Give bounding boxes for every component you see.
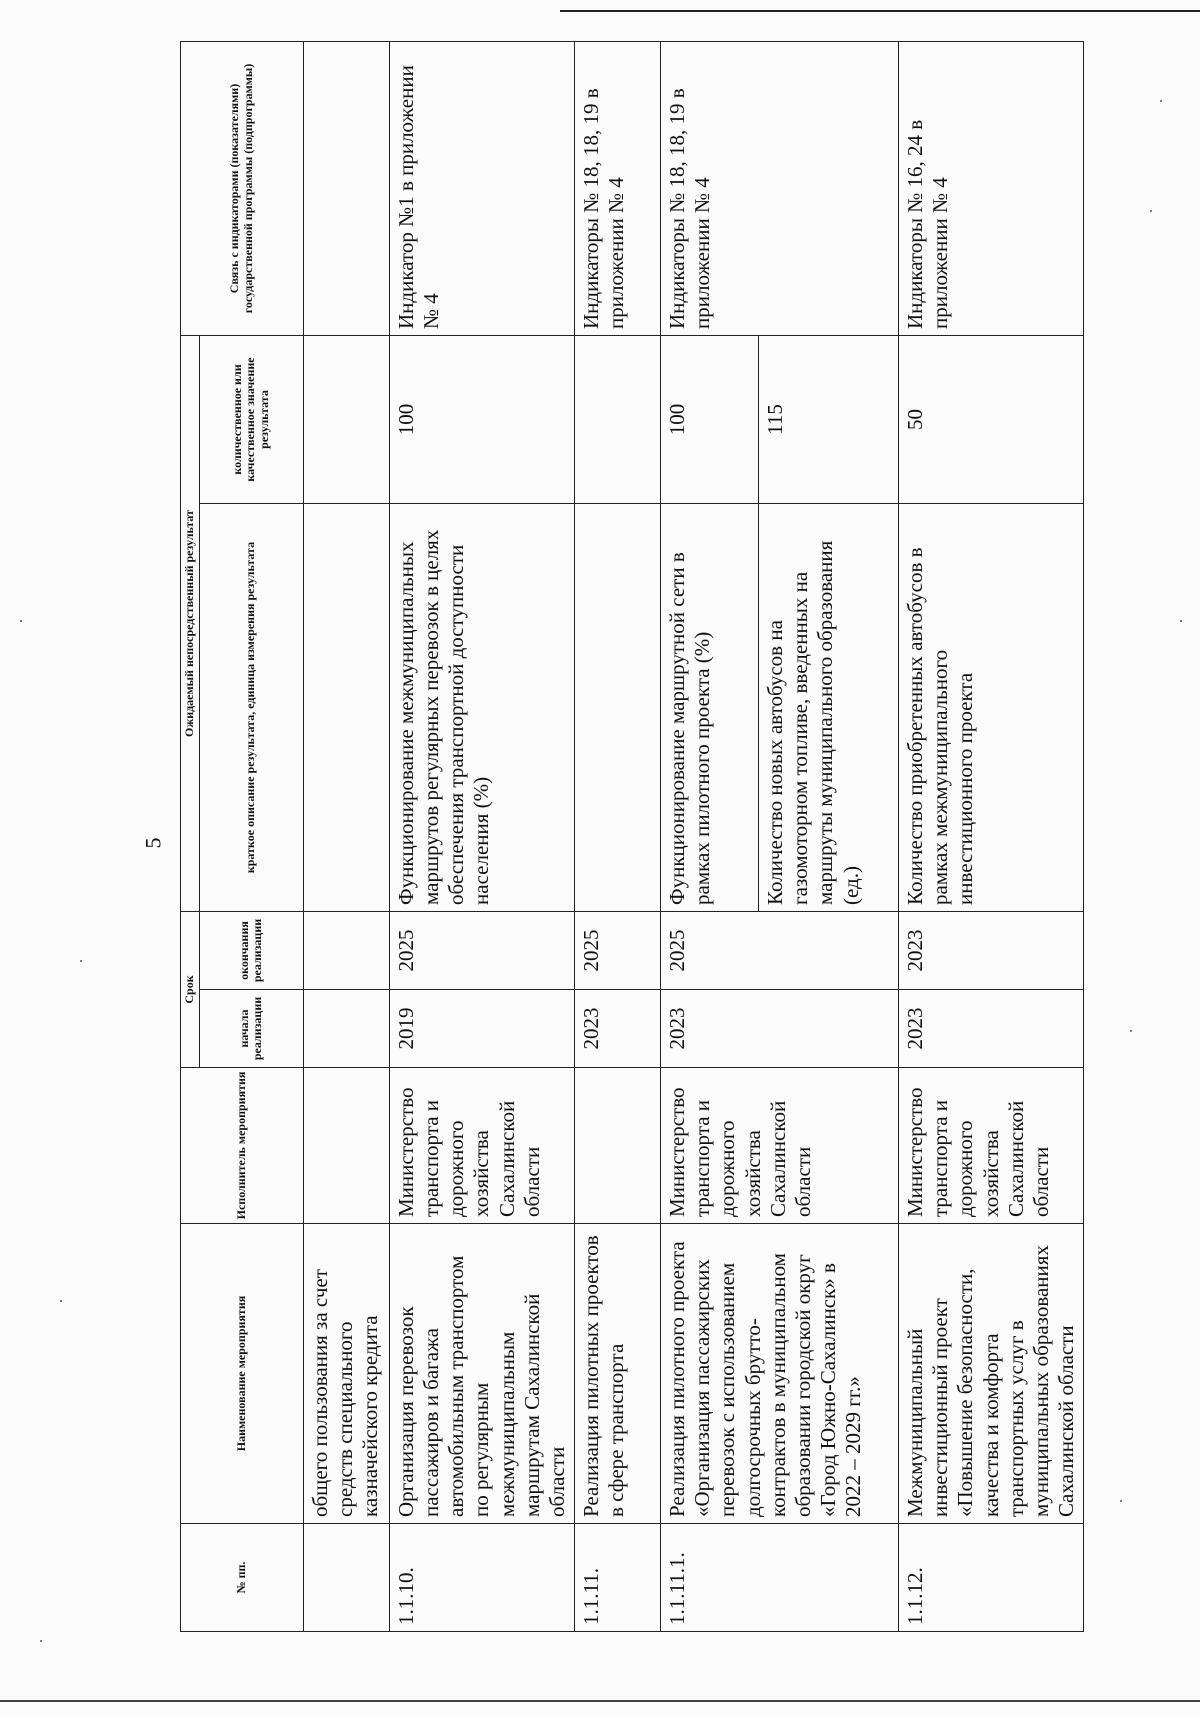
header-row-1	[181, 41, 200, 1631]
row-end: 2025	[575, 911, 661, 989]
row-value: 100	[661, 335, 759, 503]
header-period-end: окончания реализации	[199, 911, 303, 989]
row-value	[303, 335, 389, 503]
row-executor: Министерство транспорта и дорожного хозяйства Сахалинской области	[389, 1068, 574, 1224]
row-end: 2023	[899, 911, 1084, 989]
row-value	[575, 335, 661, 503]
row-value-2: 115	[759, 335, 899, 503]
rotated-page	[180, 42, 1080, 1632]
table-row	[303, 41, 389, 1631]
row-link: Индикатор №1 в приложении № 4	[389, 41, 574, 335]
row-end: 2025	[389, 911, 574, 989]
row-start: 2023	[575, 990, 661, 1068]
header-result: Ожидаемый непосредственный результат	[181, 335, 200, 911]
row-start	[303, 990, 389, 1068]
row-desc: Функционирование межмуниципальных маршрутов регулярных перевозок в целях обеспечения транспортной доступности населения (%)	[389, 503, 574, 911]
row-link: Индикаторы № 18, 18, 19 в приложении № 4	[575, 41, 661, 335]
page-number: 5	[140, 837, 166, 849]
row-desc: Функционирование маршрутной сети в рамках пилотного проекта (%)	[661, 503, 759, 911]
row-num	[303, 1524, 389, 1632]
header-result-value: количественное или качественное значение результата	[199, 335, 303, 503]
table-row	[899, 41, 1084, 1631]
row-link: Индикаторы № 18, 18, 19 в приложении № 4	[661, 41, 899, 335]
measures-table	[180, 41, 1084, 1632]
header-period-start: начала реализации	[199, 990, 303, 1068]
scan-edge-bottom	[0, 1700, 1200, 1702]
header-result-desc: краткое описание результата, единица измерения результата	[199, 503, 303, 911]
table-row	[389, 41, 574, 1631]
header-num: № пп.	[181, 1524, 304, 1632]
row-value: 100	[389, 335, 574, 503]
row-desc	[303, 503, 389, 911]
row-num: 1.1.11.	[575, 1524, 661, 1632]
row-start: 2023	[899, 990, 1084, 1068]
row-end	[303, 911, 389, 989]
row-link: Индикаторы № 16, 24 в приложении № 4	[899, 41, 1084, 335]
header-name: Наименование мероприятия	[181, 1224, 304, 1524]
row-name: общего пользования за счет средств специального казначейского кредита	[303, 1224, 389, 1524]
row-desc-2: Количество новых автобусов на газомоторном топливе, введенных на маршруты муниципального образования (ед.)	[759, 503, 899, 911]
row-num: 1.1.11.1.	[661, 1524, 899, 1632]
row-end: 2025	[661, 911, 899, 989]
header-executor: Исполнитель мероприятия	[181, 1068, 304, 1224]
row-num: 1.1.12.	[899, 1524, 1084, 1632]
row-desc	[575, 503, 661, 911]
row-start: 2019	[389, 990, 574, 1068]
row-name: Межмуниципальный инвестиционный проект «Повышение безопасности, качества и комфорта транспортных услуг в муниципальных образованиях Сахалинской области	[899, 1224, 1084, 1524]
table-row	[575, 41, 661, 1631]
row-value: 50	[899, 335, 1084, 503]
row-num: 1.1.10.	[389, 1524, 574, 1632]
row-name: Реализация пилотного проекта «Организация пассажирских перевозок с использованием долгосрочных брутто-контрактов в муниципальном образовании городской округ «Город Южно-Сахалинск» в 2022 – 2029 гг.»	[661, 1224, 899, 1524]
row-executor: Министерство транспорта и дорожного хозяйства Сахалинской области	[661, 1068, 899, 1224]
row-executor	[303, 1068, 389, 1224]
header-link: Связь с индикаторами (показателями) государственной программы (подпрограммы)	[181, 41, 304, 335]
scan-edge-top	[560, 10, 1200, 12]
row-name: Организация перевозок пассажиров и багажа автомобильным транспортом по регулярным межмуниципальным маршрутам Сахалинской области	[389, 1224, 574, 1524]
row-link	[303, 41, 389, 335]
table-row	[661, 41, 759, 1631]
row-desc: Количество приобретенных автобусов в рамках межмуниципального инвестиционного проекта	[899, 503, 1084, 911]
row-executor: Министерство транспорта и дорожного хозяйства Сахалинской области	[899, 1068, 1084, 1224]
header-period: Срок	[181, 911, 200, 1067]
row-executor	[575, 1068, 661, 1224]
row-start: 2023	[661, 990, 899, 1068]
row-name: Реализация пилотных проектов в сфере транспорта	[575, 1224, 661, 1524]
